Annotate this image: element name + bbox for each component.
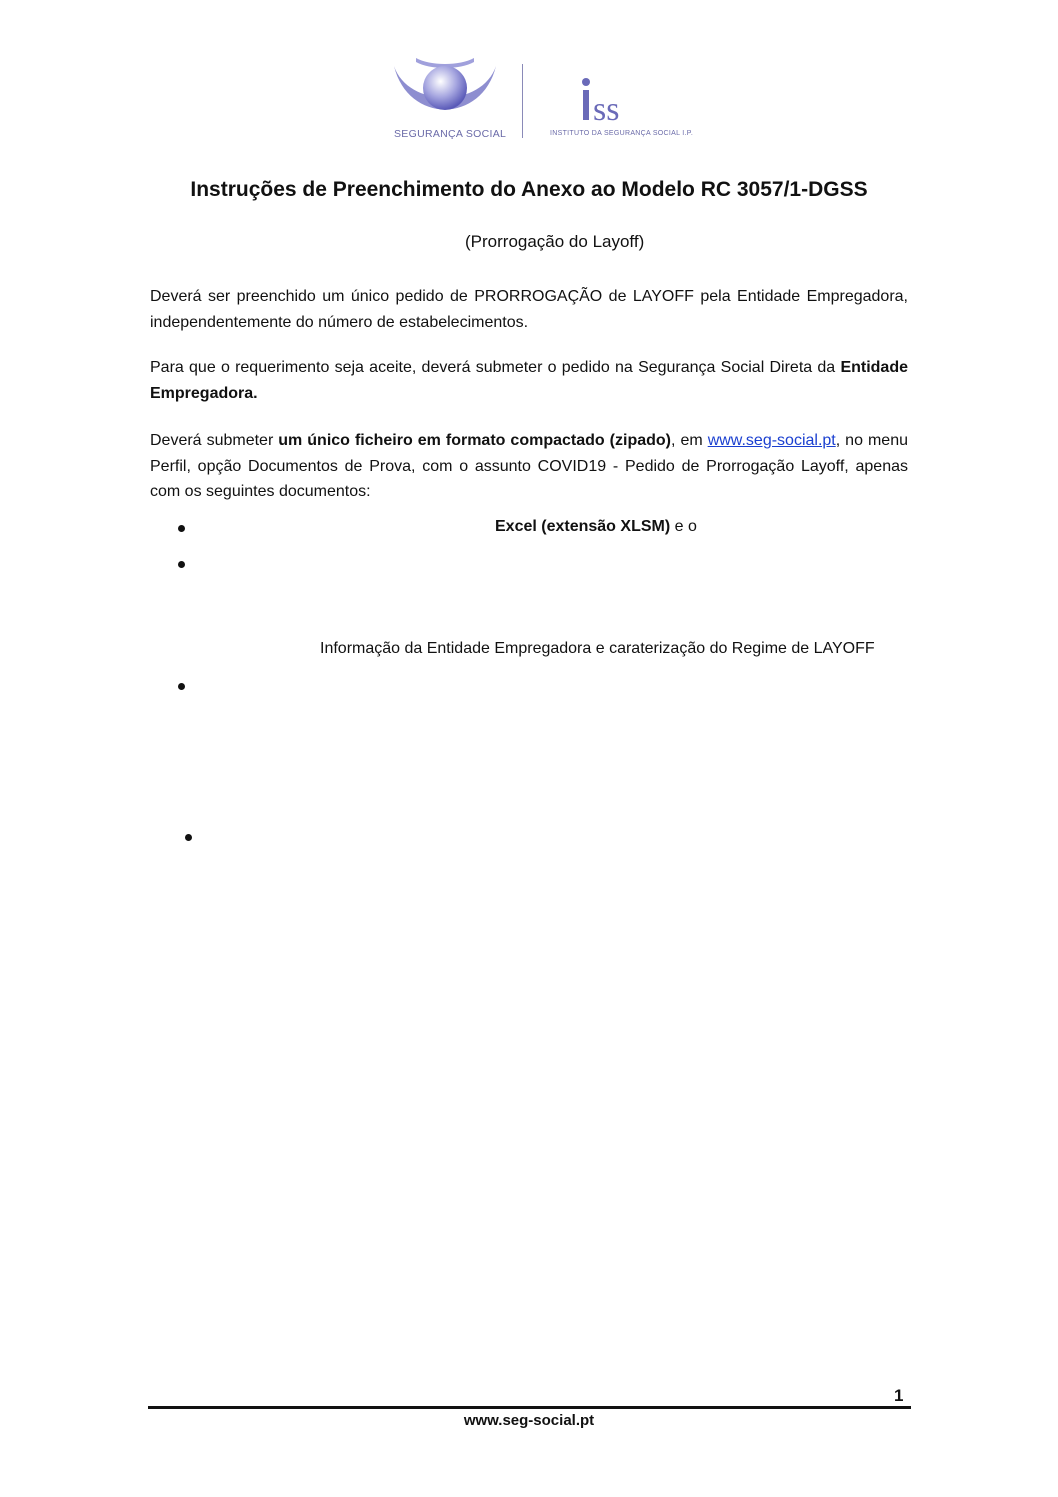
seg-social-link[interactable]: www.seg-social.pt bbox=[707, 432, 836, 449]
document-title: Instruções de Preenchimento do Anexo ao Modelo RC 3057/1-DGSS bbox=[190, 178, 868, 201]
paragraph-submission bbox=[150, 355, 908, 406]
paragraph-bold-text: Entidade Empregadora. bbox=[150, 359, 908, 402]
bullet-item-information: Informação da Entidade Empregadora e caraterização do Regime de LAYOFF bbox=[320, 640, 875, 657]
seguranca-social-emblem-icon bbox=[390, 58, 500, 130]
svg-text:ss: ss bbox=[593, 91, 620, 124]
paragraph-text: Deverá submeter bbox=[150, 432, 279, 449]
bullet-item-excel bbox=[495, 518, 697, 536]
header-logos bbox=[390, 58, 694, 148]
bullet-icon bbox=[178, 683, 185, 690]
document-subtitle: (Prorrogação do Layoff) bbox=[465, 232, 645, 251]
bullet-text: e o bbox=[670, 518, 697, 535]
footer-divider bbox=[148, 1406, 911, 1409]
footer-url: www.seg-social.pt bbox=[463, 1412, 595, 1429]
bullet-icon bbox=[178, 525, 185, 532]
bullet-icon bbox=[185, 834, 192, 841]
logo-divider bbox=[522, 64, 523, 138]
paragraph-text: Para que o requerimento seja aceite, deverá submeter o pedido na Segurança Social Direta da bbox=[150, 359, 841, 376]
paragraph-upload-instructions bbox=[150, 428, 908, 505]
paragraph-text: , no menu Perfil, opção Documentos de Prova, com o assunto COVID19 - Pedido de Prorrogação Layoff, apenas com os seguintes documentos: bbox=[150, 432, 909, 500]
bullet-bold-text: Excel (extensão XLSM) bbox=[495, 518, 671, 535]
paragraph-bold-text: um único ficheiro em formato compactado (zipado) bbox=[278, 432, 671, 449]
iss-caption: INSTITUTO DA SEGURANÇA SOCIAL I.P. bbox=[550, 130, 694, 137]
bullet-icon bbox=[178, 561, 185, 568]
paragraph-text: , em bbox=[671, 432, 708, 449]
page-number: 1 bbox=[894, 1386, 904, 1405]
paragraph-single-request bbox=[150, 284, 908, 335]
paragraph-text: Deverá ser preenchido um único pedido de PRORROGAÇÃO de LAYOFF pela Entidade Empregadora, independentemente do número de estabelecimentos. bbox=[150, 288, 908, 331]
iss-logo-icon bbox=[580, 76, 640, 124]
seguranca-social-caption: SEGURANÇA SOCIAL bbox=[394, 128, 507, 140]
